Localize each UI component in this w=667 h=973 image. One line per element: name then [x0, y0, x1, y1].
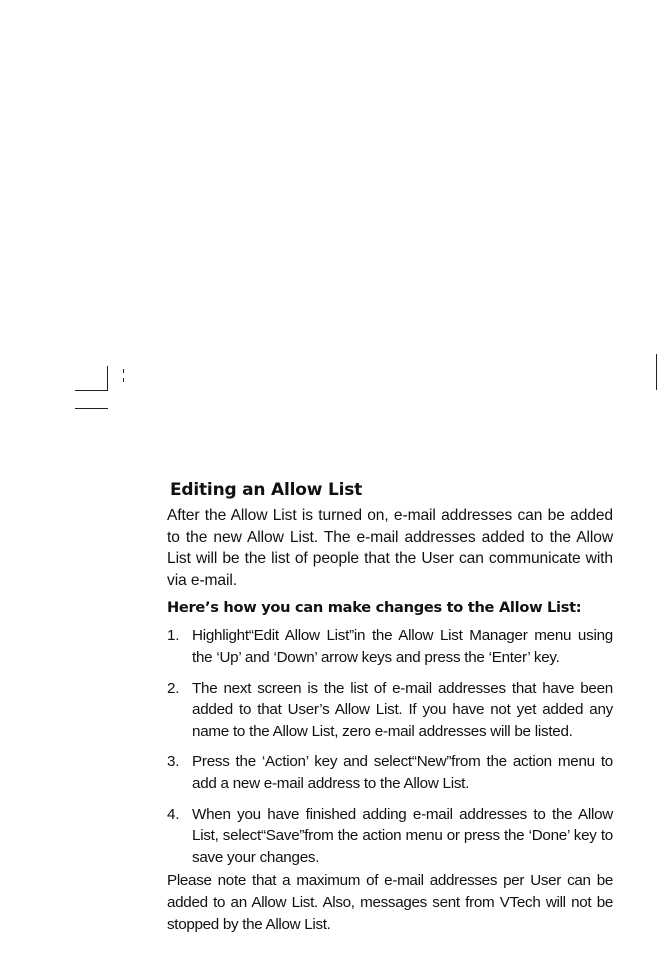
list-item — [167, 751, 613, 794]
step-number: 4. — [167, 805, 180, 823]
step-number: 1. — [167, 627, 180, 645]
crop-mark-horizontal — [75, 390, 108, 391]
section-title: Editing an Allow List — [170, 480, 363, 500]
step-text: When you have finished adding e-mail addresses to the Allow List, select“Save”from the action menu or press the ‘Done’ key to save your changes. — [192, 805, 613, 866]
list-item — [167, 804, 613, 869]
list-item — [167, 625, 613, 668]
crop-mark-horizontal-lower — [75, 408, 108, 409]
note-paragraph: Please note that a maximum of e-mail addresses per User can be added to an Allow List. Also, messages sent from VTech will not be stopped by the Allow List. — [167, 872, 613, 933]
crop-mark-right — [656, 354, 657, 390]
registration-tick-bottom — [123, 378, 124, 382]
steps-list — [167, 625, 613, 868]
step-text: Highlight“Edit Allow List”in the Allow List Manager menu using the ‘Up’ and ‘Down’ arrow keys and press the ‘Enter’ key. — [192, 627, 613, 666]
step-number: 2. — [167, 679, 180, 697]
allow-list-section — [167, 480, 613, 935]
registration-tick-top — [123, 369, 124, 373]
step-text: Press the ‘Action’ key and select“New”from the action menu to add a new e-mail address to the Allow List. — [192, 753, 613, 792]
crop-mark-vertical — [107, 366, 108, 391]
step-number: 3. — [167, 753, 180, 771]
steps-subheading: Here’s how you can make changes to the Allow List: — [167, 599, 582, 617]
step-text: The next screen is the list of e-mail addresses that have been added to that User’s Allow List. If you have not yet added any name to the Allow List, zero e-mail addresses will be listed. — [192, 679, 613, 740]
list-item — [167, 678, 613, 743]
intro-paragraph: After the Allow List is turned on, e-mail addresses can be added to the new Allow List. The e-mail addresses added to the Allow List will be the list of people that the User can communicate with via e-mail. — [167, 507, 613, 589]
